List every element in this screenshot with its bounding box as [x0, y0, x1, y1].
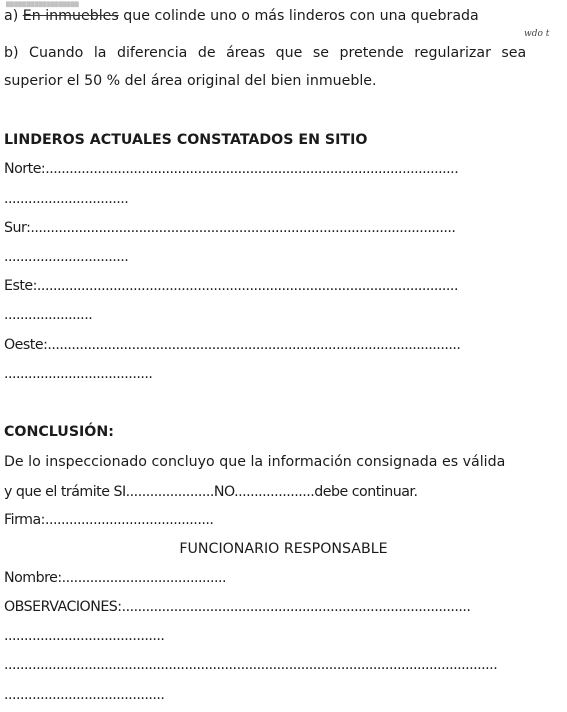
- item-b-line-2: superior el 50 % del área original del bien inmueble.: [4, 73, 377, 89]
- item-a-prefix: a): [4, 8, 23, 24]
- este-field: Este:.........................................................................................................: [4, 278, 458, 294]
- norte-field: Norte:.......................................................................................................: [4, 161, 459, 177]
- observaciones-line-1: ........................................: [4, 628, 165, 644]
- norte-continuation: ...............................: [4, 191, 129, 207]
- oeste-field: Oeste:.......................................................................................................: [4, 337, 461, 353]
- nombre-field: Nombre:.........................................: [4, 570, 227, 586]
- sur-field: Sur:..........................................................................................................: [4, 220, 456, 236]
- item-a: [4, 7, 479, 25]
- faint-stamp-text: ▒▒▒▒▒▒▒▒▒▒▒▒▒▒▒▒▒▒: [6, 2, 79, 8]
- observaciones-line-3: ........................................: [4, 687, 165, 703]
- funcionario-responsable-label: FUNCIONARIO RESPONSABLE: [179, 541, 388, 557]
- item-a-struck-text: En inmuebles: [22, 8, 119, 24]
- conclusion-heading: CONCLUSIÓN:: [4, 424, 114, 440]
- linderos-heading: LINDEROS ACTUALES CONSTATADOS EN SITIO: [4, 132, 368, 148]
- sur-continuation: ...............................: [4, 249, 129, 265]
- oeste-continuation: .....................................: [4, 366, 153, 382]
- observaciones-line-2: ...........................................................................................................................: [4, 657, 498, 673]
- handwritten-margin-note: wdo t: [524, 29, 550, 39]
- este-continuation: ......................: [4, 307, 93, 323]
- item-a-text: que colinde uno o más linderos con una quebrada: [118, 8, 479, 24]
- conclusion-line-2: y que el trámite SI......................NO....................debe continuar.: [4, 484, 418, 500]
- observaciones-field: OBSERVACIONES:.......................................................................................: [4, 599, 471, 615]
- item-b-line-1: b) Cuando la diferencia de áreas que se pretende regularizar sea: [4, 45, 527, 61]
- conclusion-line-1: De lo inspeccionado concluyo que la información consignada es válida: [4, 454, 506, 470]
- firma-field: Firma:..........................................: [4, 512, 214, 528]
